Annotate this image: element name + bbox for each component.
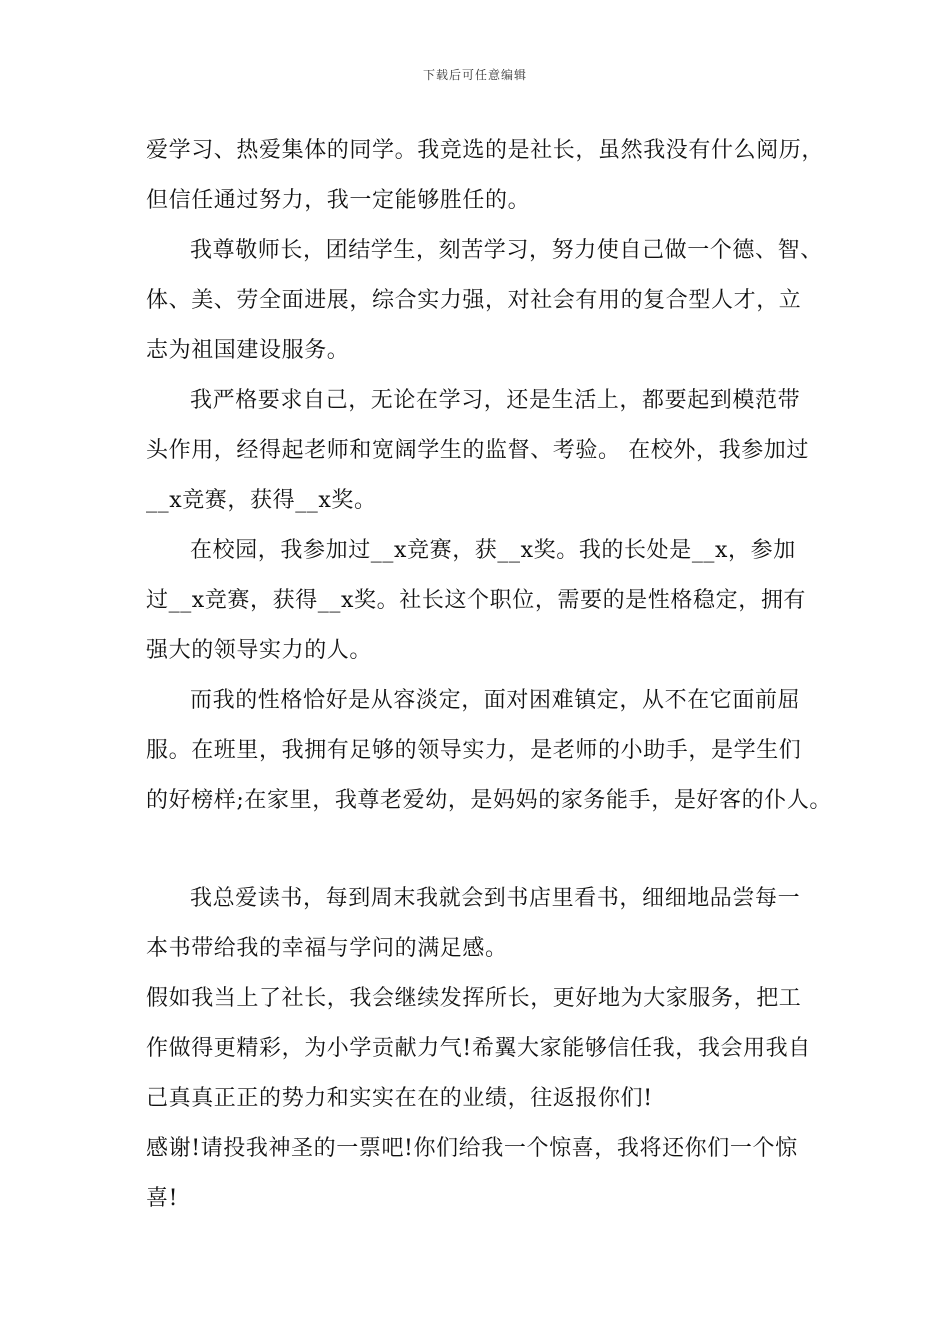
paragraph-line: 而我的性格恰好是从容淡定，面对困难镇定，从不在它面前屈	[190, 688, 801, 713]
paragraph-line: __x竞赛，获得__x奖。	[146, 488, 377, 513]
paragraph-line: 服。在班里，我拥有足够的领导实力，是老师的小助手，是学生们	[146, 738, 802, 763]
paragraph-line: 志为祖国建设服务。	[146, 338, 350, 363]
paragraph-line: 体、美、劳全面进展，综合实力强，对社会有用的复合型人才，立	[146, 288, 802, 313]
paragraph-line: 爱学习、热爱集体的同学。我竞选的是社长，虽然我没有什么阅历，	[146, 138, 825, 163]
paragraph-line: 强大的领导实力的人。	[146, 638, 373, 663]
paragraph-line: 喜!	[146, 1186, 179, 1211]
paragraph-line: 我尊敬师长，团结学生，刻苦学习，努力使自己做一个德、智、	[190, 238, 823, 263]
paragraph-line: 过__x竞赛，获得__x奖。社长这个职位，需要的是性格稳定，拥有	[146, 588, 807, 613]
paragraph-line: 头作用，经得起老师和宽阔学生的监督、考验。 在校外，我参加过	[146, 438, 809, 463]
paragraph-line: 但信任通过努力，我一定能够胜任的。	[146, 188, 531, 213]
paragraph-line: 感谢!请投我神圣的一票吧!你们给我一个惊喜，我将还你们一个惊	[146, 1136, 798, 1161]
paragraph-line: 我总爱读书，每到周末我就会到书店里看书，细细地品尝每一	[190, 886, 801, 911]
paragraph-line: 我严格要求自己，无论在学习，还是生活上，都要起到模范带	[190, 388, 801, 413]
paragraph-line: 在校园，我参加过__x竞赛，获__x奖。我的长处是__x，参加	[190, 538, 796, 563]
page-header: 下载后可任意编辑	[422, 68, 527, 82]
paragraph-line: 假如我当上了社长，我会继续发挥所长，更好地为大家服务，把工	[146, 986, 802, 1011]
paragraph-line: 作做得更精彩，为小学贡献力气!希翼大家能够信任我，我会用我自	[146, 1036, 811, 1061]
paragraph-line: 己真真正正的势力和实实在在的业绩，往返报你们!	[146, 1086, 653, 1111]
paragraph-line: 的好榜样;在家里，我尊老爱幼，是妈妈的家务能手，是好客的仆人。	[146, 788, 833, 813]
paragraph-line: 本书带给我的幸福与学问的满足感。	[146, 936, 508, 961]
